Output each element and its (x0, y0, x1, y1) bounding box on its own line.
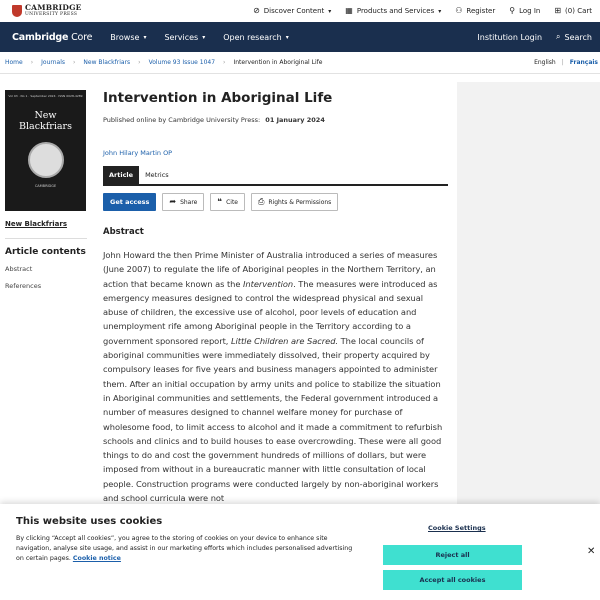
share-button[interactable] (162, 193, 204, 211)
chevron-right-icon: › (138, 59, 141, 66)
register-link[interactable] (455, 7, 495, 15)
author-link[interactable]: John Hilary Martin OP (103, 149, 173, 157)
abstract-emphasis2: Little Children are Sacred. (230, 335, 338, 346)
chevron-down-icon: ▾ (202, 33, 206, 41)
published-info (103, 116, 448, 124)
article-tabs (103, 166, 448, 186)
crest-icon (28, 142, 64, 178)
nav-browse-label: Browse (110, 32, 140, 42)
login-label: Log In (519, 7, 541, 15)
search-icon: ⌕ (556, 32, 561, 41)
cookie-settings-button[interactable]: Cookie Settings (428, 524, 486, 532)
published-date: 01 January 2024 (265, 116, 325, 124)
cambridge-logo[interactable] (12, 4, 82, 18)
cookie-text (16, 534, 356, 564)
article-title: Intervention in Aboriginal Life (103, 90, 333, 106)
article-actions (103, 193, 448, 211)
journal-link[interactable]: New Blackfriars (5, 220, 68, 228)
abstract-text (103, 248, 448, 505)
nav-services-label: Services (164, 32, 199, 42)
get-access-button[interactable]: Get access (103, 193, 156, 211)
cookie-title: This website uses cookies (16, 516, 163, 527)
cambridge-core-brand[interactable] (12, 32, 92, 43)
cite-button[interactable] (210, 193, 245, 211)
accept-all-cookies-button[interactable]: Accept all cookies (383, 570, 522, 590)
cover-publisher: CAMBRIDGE (34, 184, 57, 188)
chevron-down-icon: ▾ (143, 33, 147, 41)
register-label: Register (466, 7, 496, 15)
nav-open-research[interactable] (223, 33, 289, 42)
chevron-right-icon: › (73, 59, 76, 66)
chevron-right-icon: › (30, 59, 34, 66)
cover-title-line2: Blackfriars (19, 121, 72, 132)
chevron-down-icon: ▾ (328, 7, 332, 15)
tab-metrics[interactable]: Metrics (145, 171, 169, 179)
breadcrumb-journal[interactable]: New Blackfriars (83, 59, 131, 66)
compass-icon: ⊘ (253, 6, 260, 15)
lang-english[interactable]: English (534, 59, 556, 66)
chevron-down-icon: ▾ (285, 33, 289, 41)
nav-services[interactable] (164, 33, 205, 42)
share-label: Share (180, 198, 198, 206)
cart-link[interactable] (554, 7, 592, 15)
journal-cover[interactable] (5, 90, 86, 211)
institution-login-link[interactable]: Institution Login (477, 32, 543, 42)
copyright-icon: ⎙ (258, 197, 265, 206)
breadcrumb-home[interactable]: Home (5, 59, 23, 66)
sidebar-divider (5, 238, 87, 239)
contents-references-link[interactable]: References (5, 282, 42, 290)
brand-part-b: Core (68, 31, 93, 43)
published-label: Published online by Cambridge University Press: (103, 116, 261, 124)
abstract-emphasis1: Intervention (243, 278, 294, 289)
quote-icon: ❝ (217, 197, 223, 206)
nav-open-research-label: Open research (223, 32, 282, 42)
breadcrumb-current: Intervention in Aboriginal Life (233, 59, 323, 66)
lang-french[interactable]: Français (569, 59, 598, 66)
brand-part-a: Cambridge (12, 31, 69, 43)
login-link[interactable] (509, 7, 540, 15)
breadcrumb (0, 52, 600, 74)
top-utility-bar (0, 0, 600, 22)
tab-article[interactable]: Article (103, 166, 139, 184)
nav-browse[interactable] (110, 33, 146, 42)
rights-label: Rights & Permissions (268, 198, 332, 206)
abstract-heading: Abstract (103, 227, 144, 237)
close-icon[interactable]: ✕ (587, 546, 596, 557)
search-button[interactable] (556, 33, 592, 42)
cookie-notice-link[interactable]: Cookie notice (72, 555, 121, 562)
cite-label: Cite (226, 198, 238, 206)
chevron-right-icon: › (223, 59, 226, 66)
abstract-part1: John Howard the then Prime Minister of Australia introduced a series of measures (June 2007) to regulate the life of Aboriginal peoples in the Northern Territory, an action that became known as the (103, 250, 438, 289)
article-main (103, 90, 448, 505)
abstract-part2: . The measures were introduced as emergency measures designed to control the widespread physical and sexual abuse of children, the excessive use of alcohol, poor levels of education and unemployment rife among Aboriginal people in the Territory according to a government sponsored report, (103, 278, 438, 346)
cart-label: (0) Cart (565, 7, 592, 15)
breadcrumb-issue[interactable]: Volume 93 Issue 1047 (148, 59, 216, 66)
chevron-down-icon: ▾ (438, 7, 442, 15)
user-icon: ⚲ (509, 6, 516, 15)
left-sidebar (5, 90, 87, 299)
article-contents-heading: Article contents (5, 247, 86, 257)
breadcrumb-journals[interactable]: Journals (41, 59, 66, 66)
search-label: Search (564, 32, 592, 42)
discover-content-menu[interactable] (253, 7, 331, 15)
rights-permissions-button[interactable] (251, 193, 338, 211)
share-icon: ➦ (169, 197, 177, 206)
cover-title-line1: New (34, 110, 57, 121)
abstract-part3: The local councils of aboriginal communities were immediately dissolved, their property acquired by compulsory leases for five years and business managers appointed to administer them. After an initial occupation by army units and police to stabilize the situation in Aboriginal communities and settlements, the Federal government introduced a number of measures designed to channel welfare money for purchase of wholesome food, to limit access to alcohol and it made a commitment to refurbish schools and clinics and to build houses to ease overcrowding. These were all good things to do and cost the government hundreds of millions of dollars, but were imposed from without in a bureaucratic manner with little consultation of local people. Construction programs were conducted largely by non-aboriginal workers and school curricula were not (103, 335, 443, 504)
cookie-banner (0, 504, 600, 600)
discover-content-label: Discover Content (263, 7, 325, 15)
contents-abstract-link[interactable]: Abstract (5, 265, 33, 273)
cover-title (5, 110, 86, 132)
cambridge-shield-icon (12, 5, 22, 17)
logo-line1: CAMBRIDGE (25, 3, 82, 12)
cover-issue-info: Vol 93 · No 1 · September 2024 · ISSN 0028-4289 (8, 94, 83, 98)
grid-icon: ▦ (345, 6, 353, 15)
cart-icon: ⊞ (554, 6, 562, 15)
lang-divider: | (561, 59, 564, 66)
logo-line2: UNIVERSITY PRESS (25, 12, 78, 17)
user-plus-icon: ⚇ (455, 6, 463, 15)
cookie-body: By clicking “Accept all cookies”, you agree to the storing of cookies on your device to enhance site navigation, analyse site usage, and assist in our marketing efforts which includes personalised advertising on certain pages. (16, 535, 353, 562)
right-sidebar-panel (457, 82, 600, 512)
products-services-menu[interactable] (345, 7, 441, 15)
main-navbar (0, 22, 600, 52)
products-services-label: Products and Services (356, 7, 435, 15)
reject-all-button[interactable]: Reject all (383, 545, 522, 565)
